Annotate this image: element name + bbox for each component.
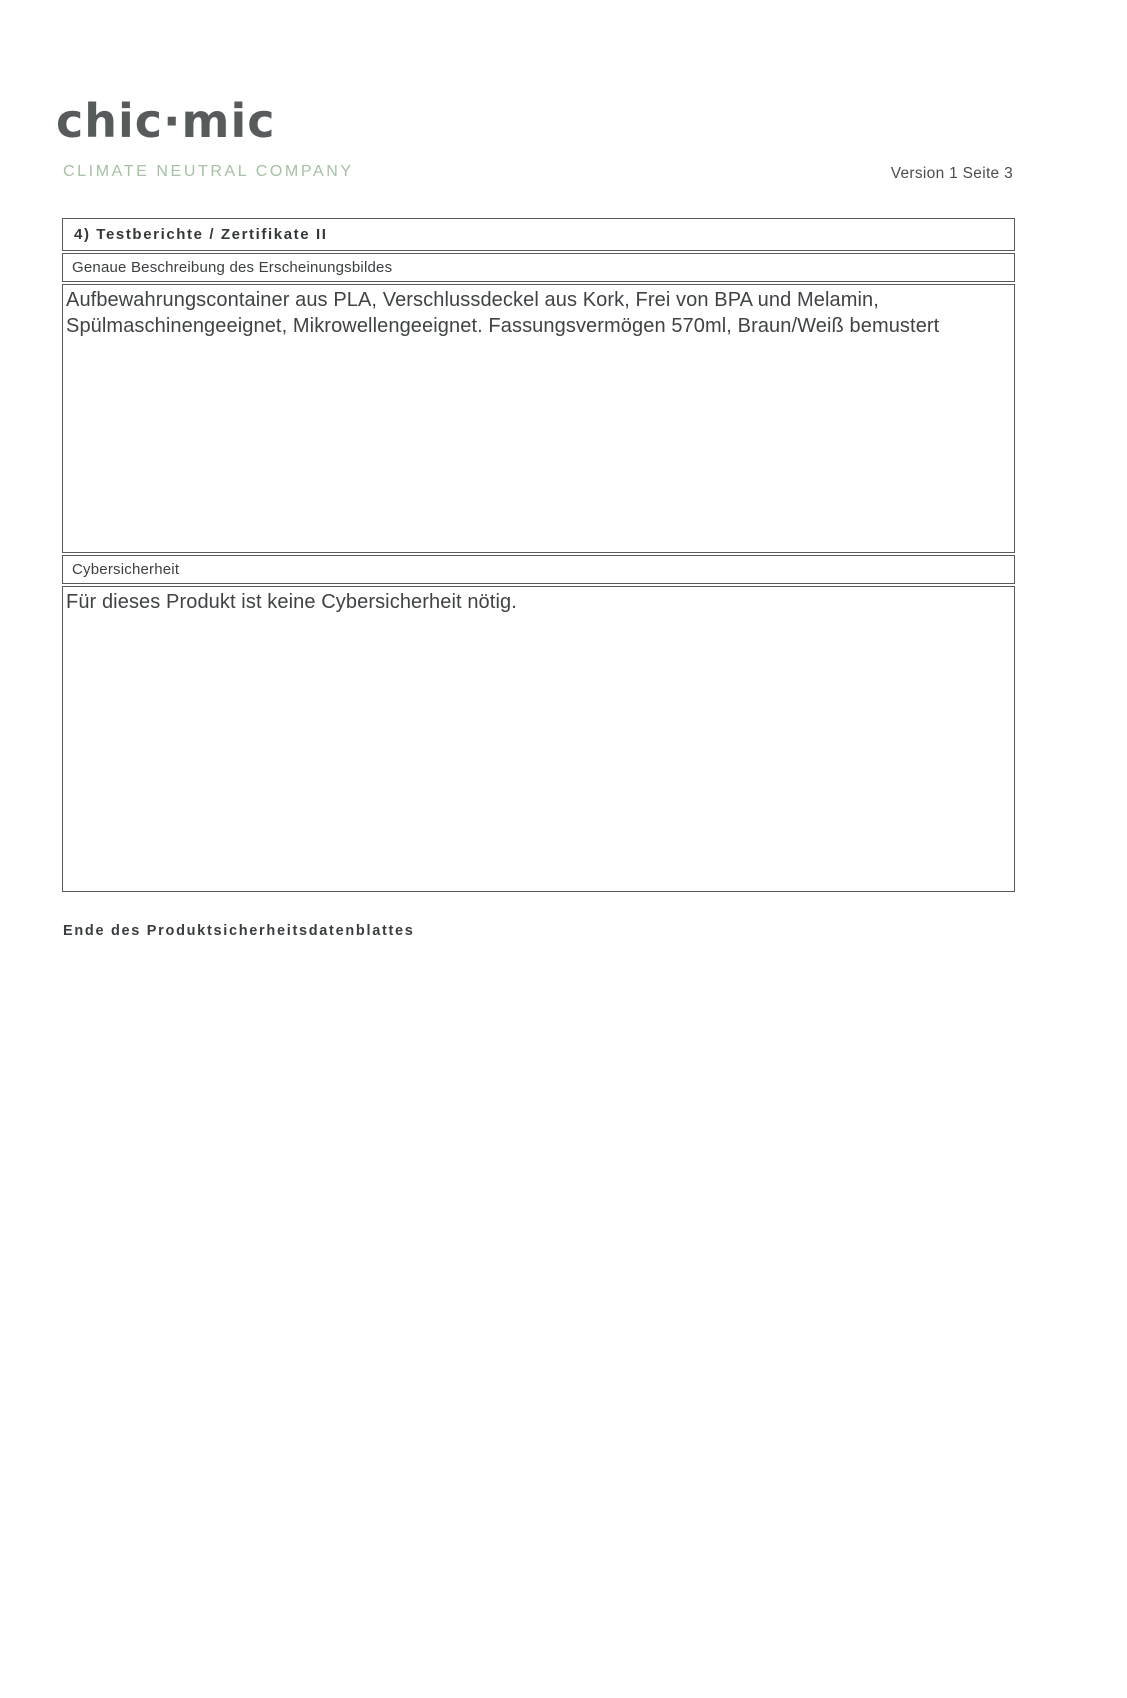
field-value-erscheinungsbild: Aufbewahrungscontainer aus PLA, Verschlussdeckel aus Kork, Frei von BPA und Melamin, Spülmaschinengeeignet, Mikrowellengeeignet. Fassungsvermögen 570ml, Braun/Weiß bemustert [62, 284, 1015, 553]
field-value-cybersicherheit: Für dieses Produkt ist keine Cybersicherheit nötig. [62, 586, 1015, 892]
section-title: 4) Testberichte / Zertifikate II [62, 218, 1015, 251]
chicmic-logo: chic·mic [56, 94, 276, 148]
field-label-erscheinungsbild: Genaue Beschreibung des Erscheinungsbildes [62, 253, 1015, 282]
version-page-info: Version 1 Seite 3 [890, 165, 1013, 182]
field-label-cybersicherheit: Cybersicherheit [62, 555, 1015, 584]
testberichte-table [62, 218, 1015, 892]
end-of-datasheet-note: Ende des Produktsicherheitsdatenblattes [63, 923, 415, 939]
logo-tagline: CLIMATE NEUTRAL COMPANY [63, 163, 354, 180]
